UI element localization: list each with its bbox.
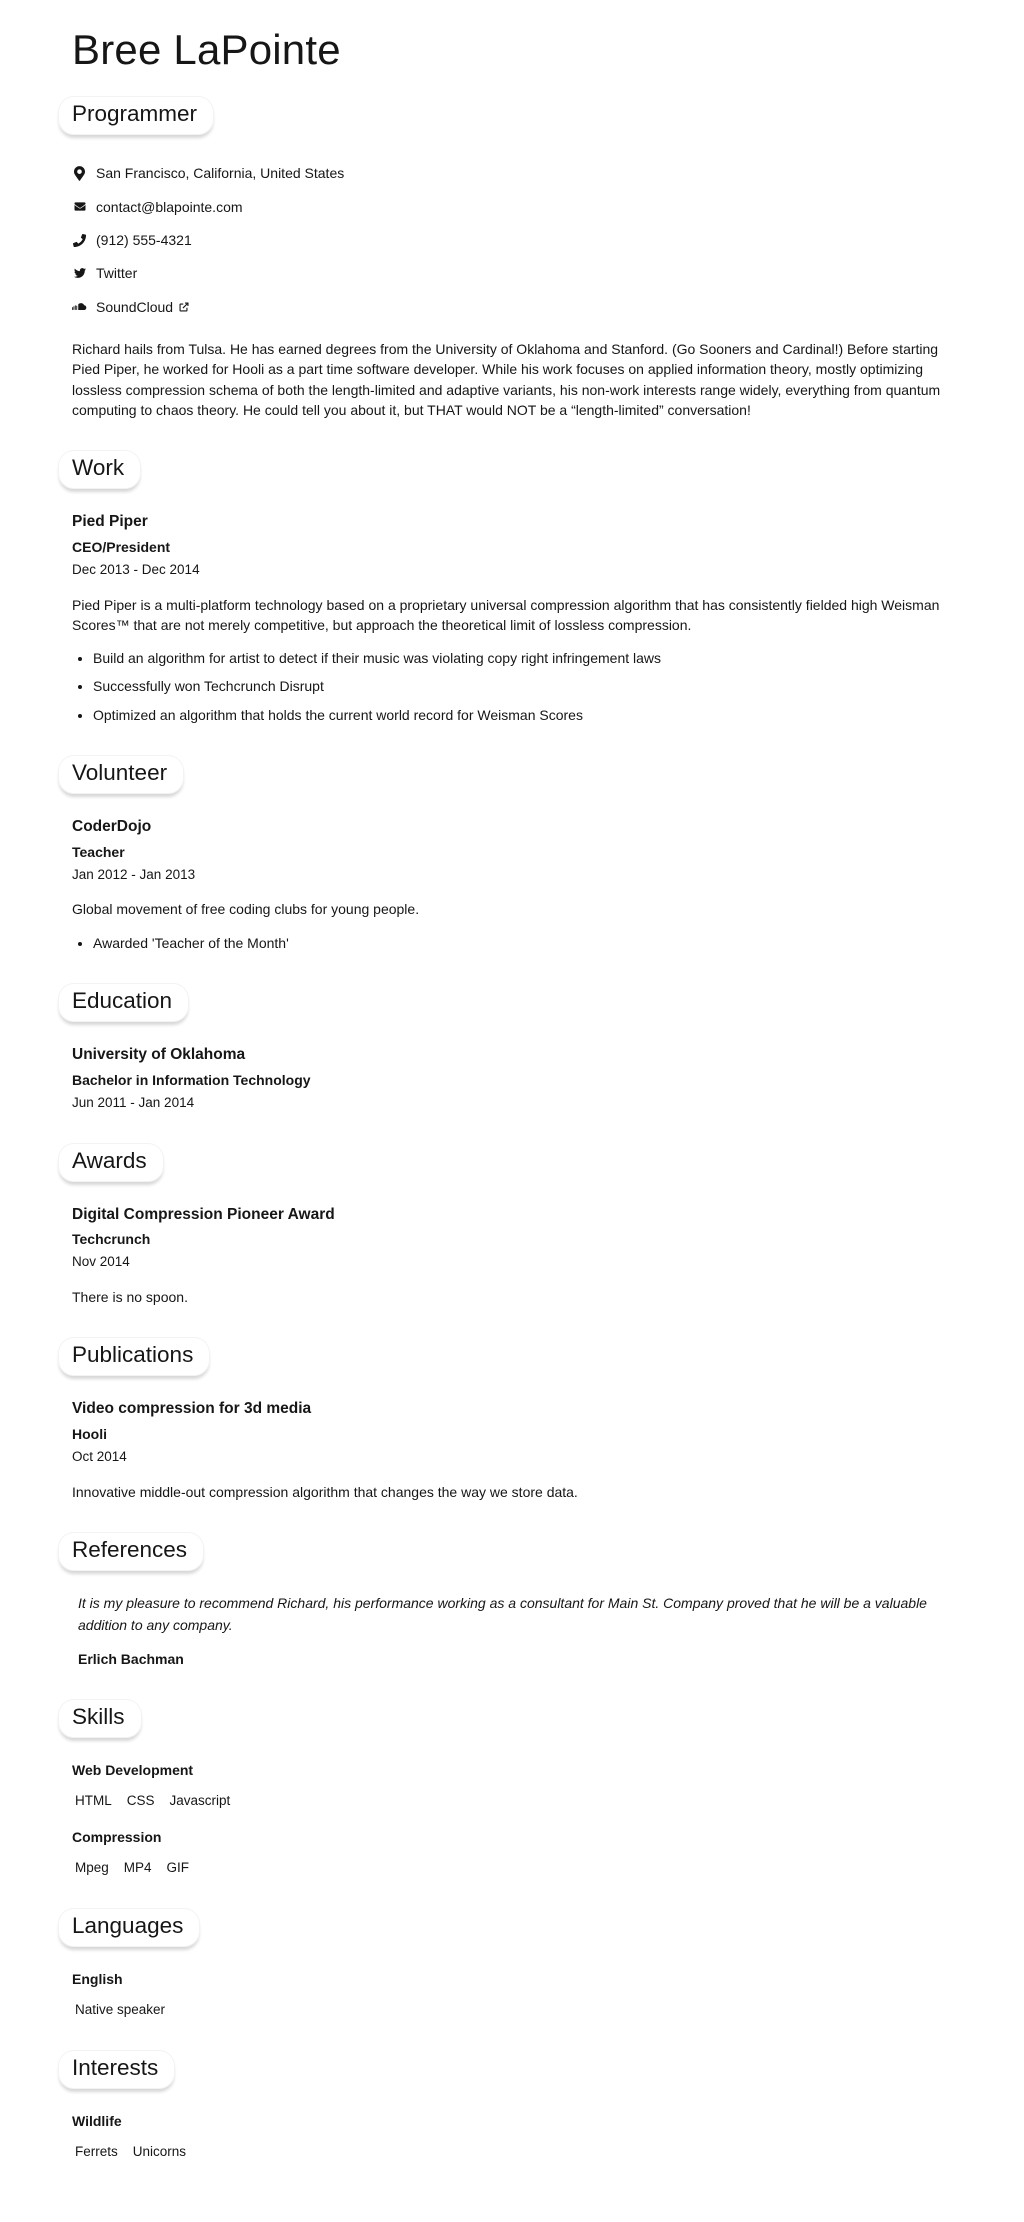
work-heading: Work bbox=[58, 450, 141, 489]
volunteer-dates: Jan 2012 - Jan 2013 bbox=[72, 866, 196, 882]
volunteer-highlights bbox=[72, 933, 952, 953]
section-awards bbox=[72, 1143, 952, 1308]
contact-list bbox=[72, 163, 952, 316]
contact-soundcloud bbox=[72, 297, 952, 317]
language-name: English bbox=[72, 1970, 123, 1987]
publications-heading: Publications bbox=[58, 1337, 210, 1376]
section-skills bbox=[72, 1699, 952, 1878]
awards-heading-wrap bbox=[72, 1143, 952, 1182]
contact-twitter-text: Twitter bbox=[96, 265, 138, 282]
publication-name: Video compression for 3d media bbox=[72, 1400, 312, 1418]
section-publications bbox=[72, 1337, 952, 1502]
work-heading-wrap bbox=[72, 450, 952, 489]
work-company: Pied Piper bbox=[72, 513, 148, 531]
email-link[interactable] bbox=[96, 197, 243, 217]
skills-heading-wrap bbox=[72, 1699, 952, 1738]
award-date: Nov 2014 bbox=[72, 1254, 130, 1270]
section-volunteer bbox=[72, 755, 952, 953]
skill-keyword: GIF bbox=[166, 1860, 190, 1876]
skill-group bbox=[72, 1827, 952, 1878]
publication-date: Oct 2014 bbox=[72, 1449, 127, 1465]
work-position: CEO/President bbox=[72, 538, 171, 555]
interest-name: Wildlife bbox=[72, 2112, 122, 2129]
phone-link[interactable] bbox=[96, 230, 192, 250]
award-awarder: Techcrunch bbox=[72, 1231, 151, 1248]
location-pin-icon bbox=[72, 166, 87, 181]
publication-publisher: Hooli bbox=[72, 1425, 107, 1442]
twitter-link[interactable] bbox=[96, 263, 137, 283]
education-institution: University of Oklahoma bbox=[72, 1046, 246, 1064]
envelope-icon bbox=[72, 201, 87, 212]
phone-icon bbox=[72, 234, 87, 247]
contact-location bbox=[72, 163, 952, 183]
education-degree: Bachelor in Information Technology bbox=[72, 1071, 311, 1088]
skill-keywords bbox=[72, 1858, 952, 1878]
reference-quote: It is my pleasure to recommend Richard, his performance working as a consultant for Main St. Company proved that he will be a valuable addition to any company. bbox=[78, 1595, 927, 1633]
contact-location-text: San Francisco, California, United States bbox=[96, 165, 345, 182]
interests-heading: Interests bbox=[58, 2050, 175, 2089]
languages-heading-wrap bbox=[72, 1908, 952, 1947]
section-interests bbox=[72, 2050, 952, 2162]
education-dates: Jun 2011 - Jan 2014 bbox=[72, 1094, 195, 1110]
external-link-icon bbox=[178, 301, 190, 313]
contact-email bbox=[72, 197, 952, 217]
section-references bbox=[72, 1532, 952, 1669]
volunteer-organization: CoderDojo bbox=[72, 818, 152, 836]
interests-heading-wrap bbox=[72, 2050, 952, 2089]
reference-name: Erlich Bachman bbox=[78, 1650, 184, 1667]
interest-keyword: Ferrets bbox=[75, 2144, 118, 2160]
work-highlight: • Successfully won Techcrunch Disrupt bbox=[93, 676, 952, 696]
education-heading-wrap bbox=[72, 983, 952, 1022]
volunteer-heading: Volunteer bbox=[58, 755, 184, 794]
skill-group bbox=[72, 1760, 952, 1811]
work-summary: Pied Piper is a multi-platform technology based on a proprietary universal compression algorithm that has consistently fielded high Weisman Scores™ that are not merely competitive, but approach the theoretical limit of lossless compression. bbox=[72, 596, 940, 633]
skill-group-name: Compression bbox=[72, 1828, 162, 1845]
skills-heading: Skills bbox=[58, 1699, 142, 1738]
resume-page bbox=[72, 0, 952, 2222]
about-summary: Richard hails from Tulsa. He has earned degrees from the University of Oklahoma and Stanford. (Go Sooners and Cardinal!) Before starting Pied Piper, he worked for Hooli as a part time software developer. While his work focuses on applied information theory, mostly optimizing lossless compression schema of both the length-limited and adaptive variants, his non-work interests range widely, everything from quantum computing to chaos theory. He could tell you about it, but THAT would NOT be a “length-limited” conversation! bbox=[72, 340, 941, 418]
publications-heading-wrap bbox=[72, 1337, 952, 1376]
section-languages bbox=[72, 1908, 952, 2020]
skill-keyword: HTML bbox=[75, 1793, 112, 1809]
volunteer-position: Teacher bbox=[72, 843, 125, 860]
work-dates: Dec 2013 - Dec 2014 bbox=[72, 561, 200, 577]
soundcloud-link[interactable] bbox=[96, 297, 190, 317]
contact-soundcloud-text: SoundCloud bbox=[96, 298, 174, 315]
language-fluency: Native speaker bbox=[75, 2002, 166, 2018]
section-education bbox=[72, 983, 952, 1112]
award-summary: There is no spoon. bbox=[72, 1288, 188, 1305]
contact-phone bbox=[72, 230, 952, 250]
section-work bbox=[72, 450, 952, 725]
skill-keyword: Javascript bbox=[169, 1793, 231, 1809]
volunteer-heading-wrap bbox=[72, 755, 952, 794]
twitter-icon bbox=[72, 267, 87, 279]
person-label: Programmer bbox=[58, 96, 214, 135]
languages-heading: Languages bbox=[58, 1908, 200, 1947]
volunteer-highlight: • Awarded 'Teacher of the Month' bbox=[93, 933, 952, 953]
contact-email-text: contact@blapointe.com bbox=[96, 198, 243, 215]
contact-phone-text: (912) 555-4321 bbox=[96, 232, 192, 249]
soundcloud-icon bbox=[72, 301, 87, 312]
work-highlight: • Optimized an algorithm that holds the current world record for Weisman Scores bbox=[93, 705, 952, 725]
publication-summary: Innovative middle-out compression algorithm that changes the way we store data. bbox=[72, 1483, 578, 1500]
resume-header bbox=[72, 26, 952, 420]
interest-keywords bbox=[72, 2142, 952, 2162]
skill-group-name: Web Development bbox=[72, 1761, 194, 1778]
skill-keywords bbox=[72, 1791, 952, 1811]
skill-keyword: MP4 bbox=[123, 1860, 152, 1876]
award-title: Digital Compression Pioneer Award bbox=[72, 1205, 335, 1223]
awards-heading: Awards bbox=[58, 1143, 164, 1182]
contact-twitter bbox=[72, 263, 952, 283]
skill-keyword: CSS bbox=[126, 1793, 155, 1809]
references-heading: References bbox=[58, 1532, 204, 1571]
work-highlights bbox=[72, 648, 952, 725]
references-heading-wrap bbox=[72, 1532, 952, 1571]
volunteer-summary: Global movement of free coding clubs for young people. bbox=[72, 901, 420, 918]
work-highlight: • Build an algorithm for artist to detect if their music was violating copy right infringement laws bbox=[93, 648, 952, 668]
person-name: Bree LaPointe bbox=[72, 26, 341, 73]
interest-keyword: Unicorns bbox=[132, 2144, 187, 2160]
skill-keyword: Mpeg bbox=[75, 1860, 109, 1876]
education-heading: Education bbox=[58, 983, 189, 1022]
